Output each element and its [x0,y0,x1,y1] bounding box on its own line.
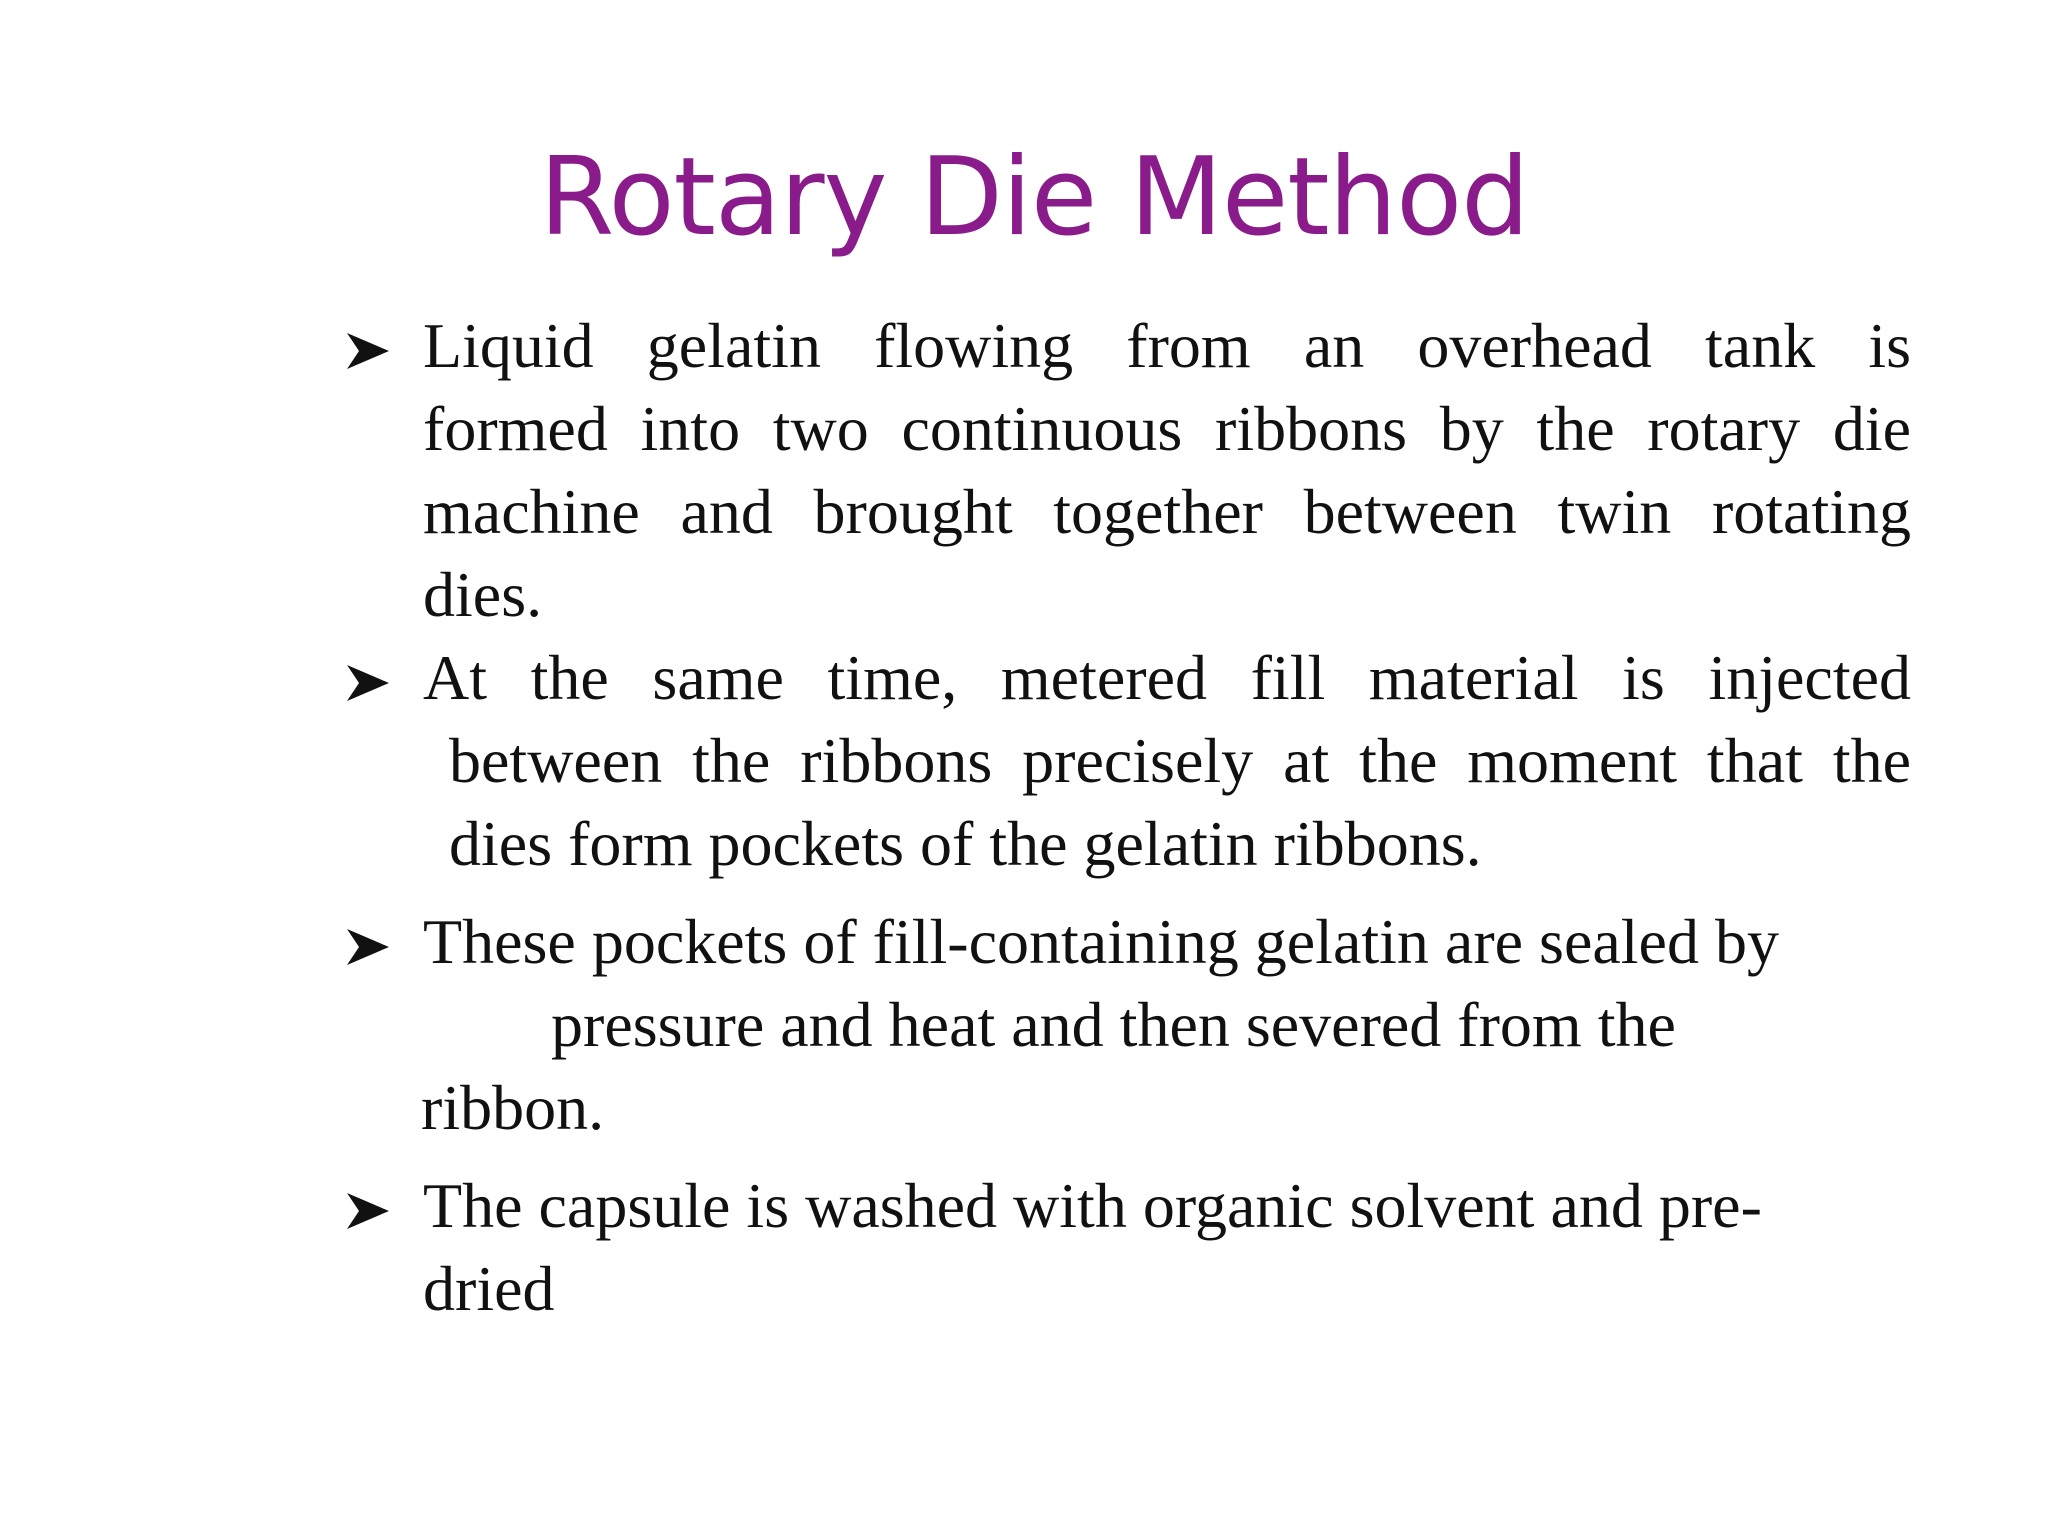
bullet-line: Liquid gelatin flowing from an overhead tank is [423,310,1911,381]
bullet-line: formed into two continuous ribbons by the rotary die [423,393,1911,464]
slide-title-text: Rotary Die Method [539,135,1529,260]
arrowhead-bullet-icon [345,331,391,371]
bullet-line: These pockets of fill-containing gelatin are sealed by [423,906,1779,977]
bullet-item [345,304,1911,636]
arrowhead-bullet-icon [345,1191,391,1231]
bullet-line: The capsule is washed with organic solvent and pre- [423,1170,1762,1241]
bullet-item [345,900,1911,1164]
bullet-line: between the ribbons precisely at the moment that the [449,725,1911,796]
bullet-line: At the same time, metered fill material is injected [423,642,1911,713]
bullet-item [345,1164,1911,1344]
bullet-list [345,304,1911,1344]
bullet-item [345,636,1911,900]
bullet-line: dies form pockets of the gelatin ribbons. [449,808,1482,879]
bullet-line: dried [423,1253,555,1324]
arrowhead-bullet-icon [345,663,391,703]
bullet-line: dies. [423,559,543,630]
bullet-line: ribbon. [421,1072,605,1143]
bullet-line: machine and brought together between twin rotating [423,476,1911,547]
arrowhead-bullet-icon [345,927,391,967]
bullet-line: pressure and heat and then severed from the [551,989,1676,1060]
slide-title [0,128,2048,268]
